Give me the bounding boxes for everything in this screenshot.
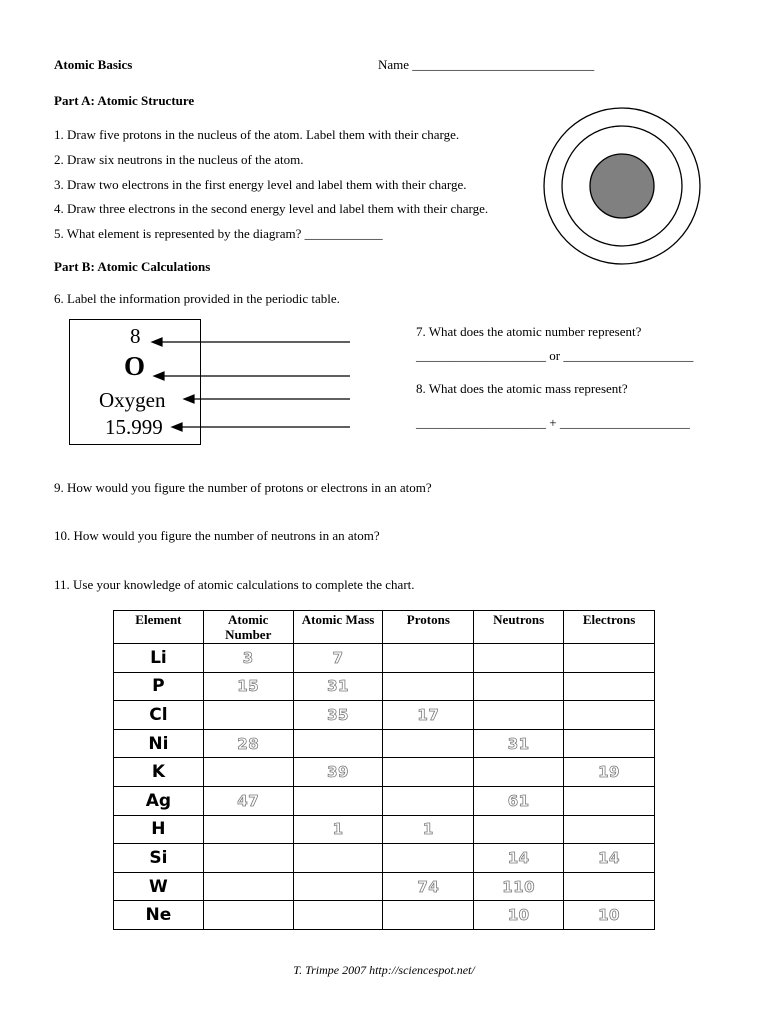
neutrons-cell[interactable] — [474, 644, 564, 673]
atomic-number-cell[interactable]: 47 — [203, 786, 293, 815]
atomic-mass-cell[interactable]: 1 — [293, 815, 383, 844]
atomic-mass-cell[interactable]: 35 — [293, 701, 383, 730]
arrow-left-icon — [172, 423, 182, 431]
atomic-number: 8 — [130, 324, 141, 348]
element-cell: Si — [114, 844, 204, 873]
atomic-mass-cell[interactable] — [293, 786, 383, 815]
neutrons-cell[interactable]: 31 — [474, 729, 564, 758]
table-row — [114, 872, 655, 901]
electrons-cell[interactable] — [564, 815, 655, 844]
protons-cell[interactable] — [383, 672, 474, 701]
element-cell: W — [114, 872, 204, 901]
protons-cell[interactable] — [383, 729, 474, 758]
protons-cell[interactable]: 74 — [383, 872, 474, 901]
atomic-mass-cell[interactable]: 7 — [293, 644, 383, 673]
electrons-cell[interactable]: 14 — [564, 844, 655, 873]
element-cell: Ne — [114, 901, 204, 930]
question-8-answer[interactable]: ____________________ + ____________________ — [416, 415, 690, 430]
electrons-cell[interactable] — [564, 786, 655, 815]
header-neutrons: Neutrons — [474, 611, 564, 644]
atom-diagram — [542, 106, 702, 266]
question-3: 3. Draw two electrons in the first energy level and label them with their charge. — [54, 177, 467, 192]
atomic-mass-cell[interactable] — [293, 844, 383, 873]
protons-cell[interactable] — [383, 901, 474, 930]
element-cell: P — [114, 672, 204, 701]
question-7: 7. What does the atomic number represent? — [416, 324, 642, 339]
element-cell: K — [114, 758, 204, 787]
question-10: 10. How would you figure the number of neutrons in an atom? — [54, 528, 380, 543]
protons-cell[interactable]: 17 — [383, 701, 474, 730]
atomic-number-cell[interactable]: 15 — [203, 672, 293, 701]
header-atomic-mass: Atomic Mass — [293, 611, 383, 644]
element-cell: H — [114, 815, 204, 844]
table-row — [114, 901, 655, 930]
arrow-left-icon — [184, 395, 194, 403]
table-row — [114, 729, 655, 758]
electrons-cell[interactable]: 10 — [564, 901, 655, 930]
atomic-number-cell[interactable] — [203, 901, 293, 930]
element-cell: Li — [114, 644, 204, 673]
atomic-mass-cell[interactable]: 31 — [293, 672, 383, 701]
atomic-calculations-chart — [113, 610, 655, 930]
label-arrows — [140, 320, 360, 445]
question-6: 6. Label the information provided in the periodic table. — [54, 291, 340, 306]
neutrons-cell[interactable]: 110 — [474, 872, 564, 901]
element-name: Oxygen — [99, 388, 166, 412]
question-2: 2. Draw six neutrons in the nucleus of the atom. — [54, 152, 304, 167]
question-4: 4. Draw three electrons in the second energy level and label them with their charge. — [54, 201, 489, 216]
electrons-cell[interactable]: 19 — [564, 758, 655, 787]
neutrons-cell[interactable] — [474, 701, 564, 730]
part-b-heading: Part B: Atomic Calculations — [54, 259, 211, 274]
electrons-cell[interactable] — [564, 872, 655, 901]
question-8: 8. What does the atomic mass represent? — [416, 381, 628, 396]
arrow-left-icon — [152, 338, 162, 346]
neutrons-cell[interactable]: 10 — [474, 901, 564, 930]
neutrons-cell[interactable] — [474, 672, 564, 701]
part-a-heading: Part A: Atomic Structure — [54, 93, 195, 108]
atomic-mass: 15.999 — [105, 415, 163, 439]
atomic-mass-cell[interactable] — [293, 872, 383, 901]
header-element: Element — [114, 611, 204, 644]
element-symbol: O — [124, 351, 146, 381]
element-cell: Cl — [114, 701, 204, 730]
question-5[interactable]: 5. What element is represented by the diagram? ____________ — [54, 226, 383, 241]
table-row — [114, 758, 655, 787]
atomic-number-cell[interactable] — [203, 815, 293, 844]
table-row — [114, 815, 655, 844]
electrons-cell[interactable] — [564, 701, 655, 730]
neutrons-cell[interactable] — [474, 758, 564, 787]
atomic-number-cell[interactable] — [203, 758, 293, 787]
nucleus — [590, 154, 654, 218]
table-row — [114, 672, 655, 701]
electrons-cell[interactable] — [564, 644, 655, 673]
table-row — [114, 701, 655, 730]
arrow-left-icon — [154, 372, 164, 380]
neutrons-cell[interactable]: 61 — [474, 786, 564, 815]
atomic-number-cell[interactable] — [203, 844, 293, 873]
table-row — [114, 644, 655, 673]
atomic-mass-cell[interactable] — [293, 729, 383, 758]
header-atomic-number: Atomic Number — [203, 611, 293, 644]
worksheet-title: Atomic Basics — [54, 57, 133, 72]
protons-cell[interactable] — [383, 644, 474, 673]
header-protons: Protons — [383, 611, 474, 644]
question-9: 9. How would you figure the number of protons or electrons in an atom? — [54, 480, 432, 495]
atomic-mass-cell[interactable] — [293, 901, 383, 930]
atomic-mass-cell[interactable]: 39 — [293, 758, 383, 787]
question-11: 11. Use your knowledge of atomic calculations to complete the chart. — [54, 577, 415, 592]
electrons-cell[interactable] — [564, 729, 655, 758]
protons-cell[interactable] — [383, 786, 474, 815]
footer-credit: T. Trimpe 2007 http://sciencespot.net/ — [293, 963, 475, 977]
name-field[interactable]: Name ____________________________ — [378, 57, 595, 72]
atomic-number-cell[interactable] — [203, 872, 293, 901]
neutrons-cell[interactable]: 14 — [474, 844, 564, 873]
protons-cell[interactable] — [383, 758, 474, 787]
atomic-number-cell[interactable] — [203, 701, 293, 730]
table-row — [114, 844, 655, 873]
header-electrons: Electrons — [564, 611, 655, 644]
neutrons-cell[interactable] — [474, 815, 564, 844]
table-row — [114, 786, 655, 815]
protons-cell[interactable]: 1 — [383, 815, 474, 844]
element-cell: Ni — [114, 729, 204, 758]
element-cell: Ag — [114, 786, 204, 815]
electrons-cell[interactable] — [564, 672, 655, 701]
protons-cell[interactable] — [383, 844, 474, 873]
question-7-answer[interactable]: ____________________ or ____________________ — [416, 348, 694, 363]
atomic-number-cell[interactable]: 3 — [203, 644, 293, 673]
chart-header-row — [114, 611, 655, 644]
question-1: 1. Draw five protons in the nucleus of the atom. Label them with their charge. — [54, 127, 460, 142]
atomic-number-cell[interactable]: 28 — [203, 729, 293, 758]
